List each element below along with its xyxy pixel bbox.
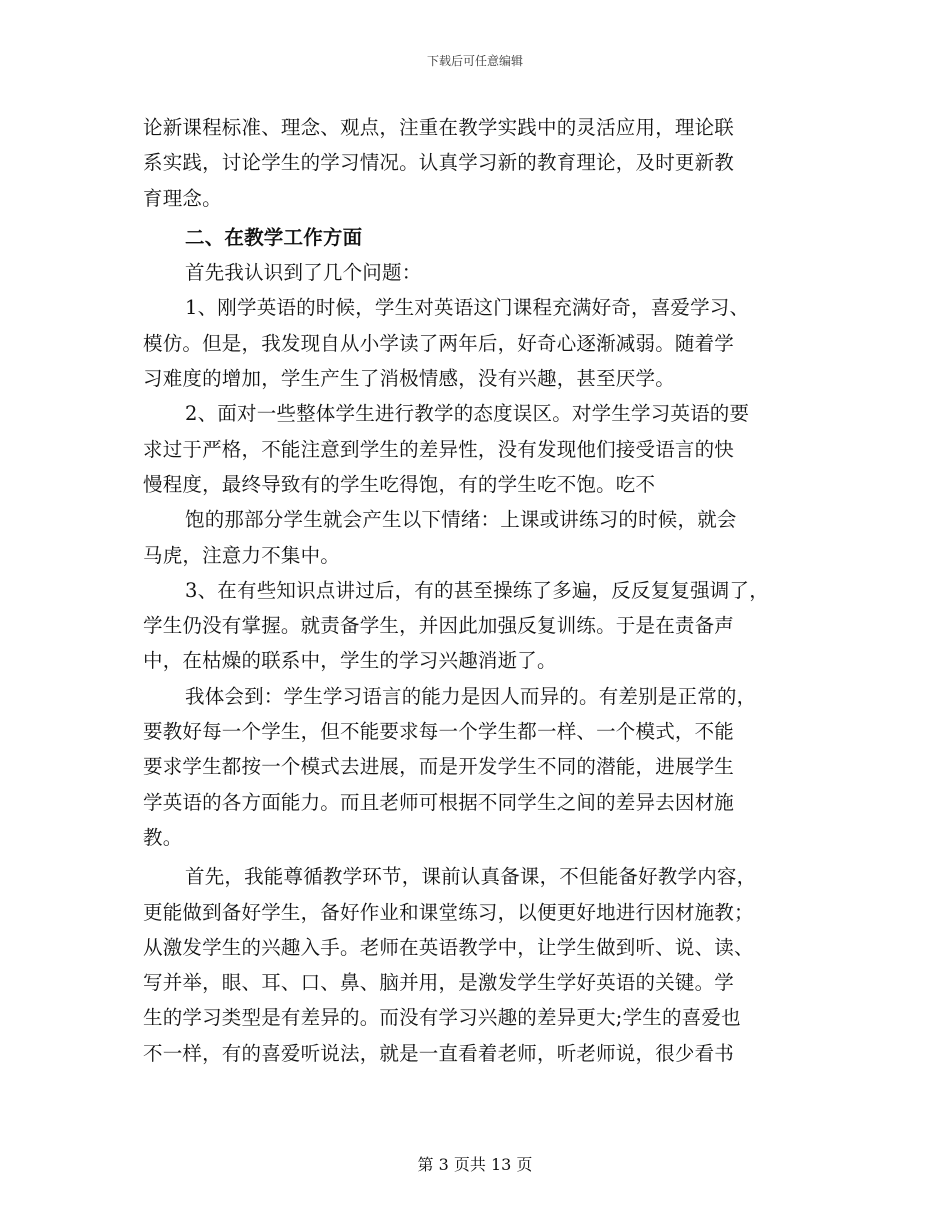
text-line: 学英语的各方面能力。而且老师可根据不同学生之间的差异去因材施 <box>143 790 735 814</box>
text-line: 系实践，讨论学生的学习情况。认真学习新的教育理论，及时更新教 <box>143 151 735 175</box>
text-line: 不一样，有的喜爱听说法，就是一直看着老师，听老师说，很少看书 <box>143 1041 735 1065</box>
text-line: 要教好每一个学生，但不能要求每一个学生都一样、一个模式，不能 <box>143 720 735 744</box>
text-line: 我体会到：学生学习语言的能力是因人而异的。有差别是正常的， <box>185 684 757 708</box>
text-line: 更能做到备好学生，备好作业和课堂练习，以便更好地进行因材施教； <box>143 900 754 924</box>
text-line: 求过于严格，不能注意到学生的差异性，没有发现他们接受语言的快 <box>143 437 735 461</box>
text-line: 生的学习类型是有差异的。而没有学习兴趣的差异更大;学生的喜爱也 <box>143 1006 741 1030</box>
text-line: 要求学生都按一个模式去进展，而是开发学生不同的潜能，进展学生 <box>143 755 735 779</box>
text-line: 2、面对一些整体学生进行教学的态度误区。对学生学习英语的要 <box>185 402 750 426</box>
text-line: 3、在有些知识点讲过后，有的甚至操练了多遍，反反复复强调了， <box>185 578 769 602</box>
text-line: 从激发学生的兴趣入手。老师在英语教学中，让学生做到听、说、读、 <box>143 935 754 959</box>
text-line: 首先我认识到了几个问题： <box>185 261 422 285</box>
text-line: 学生仍没有掌握。就责备学生，并因此加强反复训练。于是在责备声 <box>143 614 735 638</box>
text-line: 1、刚学英语的时候，学生对英语这门课程充满好奇，喜爱学习、 <box>185 296 750 320</box>
text-line: 首先，我能尊循教学环节，课前认真备课，不但能备好教学内容， <box>185 865 757 889</box>
section-heading: 二、在教学工作方面 <box>185 225 363 249</box>
text-line: 习难度的增加，学生产生了消极情感，没有兴趣，甚至厌学。 <box>143 367 675 391</box>
text-line: 慢程度，最终导致有的学生吃得饱，有的学生吃不饱。吃不 <box>143 472 656 496</box>
page-footer-number: 第 3 页共 13 页 <box>417 1155 533 1174</box>
text-line: 模仿。但是，我发现自从小学读了两年后，好奇心逐渐减弱。随着学 <box>143 331 735 355</box>
text-line: 论新课程标准、理念、观点，注重在教学实践中的灵活应用，理论联 <box>143 116 735 139</box>
document-body <box>143 110 815 1071</box>
text-line: 育理念。 <box>143 186 222 210</box>
text-line: 中，在枯燥的联系中，学生的学习兴趣消逝了。 <box>143 649 557 673</box>
text-line: 写并举，眼、耳、口、鼻、脑并用，是激发学生学好英语的关键。学 <box>143 971 735 995</box>
page-header-note: 下载后可任意编辑 <box>426 54 523 68</box>
text-line: 饱的那部分学生就会产生以下情绪：上课或讲练习的时候，就会 <box>185 508 737 532</box>
text-line: 马虎，注意力不集中。 <box>143 543 341 567</box>
text-line: 教。 <box>143 825 183 849</box>
